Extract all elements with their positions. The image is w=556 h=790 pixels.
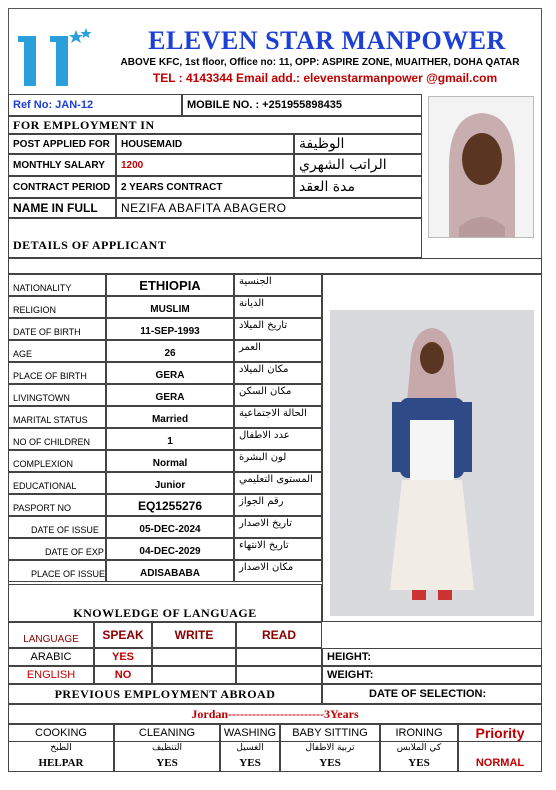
detail-arabic: المستوى التعليمي <box>234 472 322 494</box>
detail-label: DATE OF BIRTH <box>8 318 106 340</box>
detail-label: COMPLEXION <box>8 450 106 472</box>
employment-label: NAME IN FULL <box>8 198 116 218</box>
employment-value: NEZIFA ABAFITA ABAGERO <box>116 198 422 218</box>
detail-label: RELIGION <box>8 296 106 318</box>
lang-row-english: ENGLISH <box>8 666 94 684</box>
detail-arabic: مكان الاصدار <box>234 560 322 582</box>
employment-label: MONTHLY SALARY <box>8 154 116 176</box>
company-address: ABOVE KFC, 1st floor, Office no: 11, OPP: ASPIRE ZONE, MUAITHER, DOHA QATAR <box>120 57 520 68</box>
mobile-no: MOBILE NO. : +251955898435 <box>182 94 422 116</box>
skill-value: YES <box>220 754 280 772</box>
lang-arabic-write <box>152 648 236 666</box>
lang-header-language: LANGUAGE <box>8 622 94 648</box>
detail-value: MUSLIM <box>106 296 234 318</box>
detail-arabic: الديانة <box>234 296 322 318</box>
employment-arabic: مدة العقد <box>294 176 422 198</box>
detail-label: DATE OF EXP <box>8 538 106 560</box>
skill-value: HELPAR <box>8 754 114 772</box>
skill-arabic: الطبخ <box>8 742 114 754</box>
skill-header: COOKING <box>8 724 114 742</box>
skill-arabic: التنظيف <box>114 742 220 754</box>
logo-icon <box>14 24 94 88</box>
skill-arabic: الغسيل <box>220 742 280 754</box>
skill-header: IRONING <box>380 724 458 742</box>
detail-value: Normal <box>106 450 234 472</box>
detail-label: PASPORT NO <box>8 494 106 516</box>
company-name: ELEVEN STAR MANPOWER <box>148 26 506 55</box>
lang-row-arabic: ARABIC <box>8 648 94 666</box>
language-section-title: KNOWLEDGE OF LANGUAGE <box>73 606 257 620</box>
detail-arabic: الحالة الاجتماعية <box>234 406 322 428</box>
detail-arabic: رقم الجواز <box>234 494 322 516</box>
skill-header: BABY SITTING <box>280 724 380 742</box>
details-spacer <box>8 258 542 274</box>
detail-arabic: تاريخ الانتهاء <box>234 538 322 560</box>
details-section-title: DETAILS OF APPLICANT <box>8 218 422 258</box>
lang-arabic-speak: YES <box>94 648 152 666</box>
detail-label: NO OF CHILDREN <box>8 428 106 450</box>
skill-arabic: كي الملابس <box>380 742 458 754</box>
detail-arabic: لون البشرة <box>234 450 322 472</box>
detail-value: Junior <box>106 472 234 494</box>
detail-arabic: الجنسية <box>234 274 322 296</box>
employment-arabic: الوظيفة <box>294 134 422 154</box>
detail-label: NATIONALITY <box>8 274 106 296</box>
detail-value: ETHIOPIA <box>106 274 234 296</box>
skill-arabic: تربية الاطفال <box>280 742 380 754</box>
employment-arabic: الراتب الشهري <box>294 154 422 176</box>
skill-value: YES <box>280 754 380 772</box>
detail-value: 04-DEC-2029 <box>106 538 234 560</box>
lang-english-speak: NO <box>94 666 152 684</box>
employment-label: CONTRACT PERIOD <box>8 176 116 198</box>
employment-label: POST APPLIED FOR <box>8 134 116 154</box>
skill-value: YES <box>114 754 220 772</box>
employment-value: HOUSEMAID <box>116 134 294 154</box>
employment-section-title: FOR EMPLOYMENT IN <box>8 116 422 134</box>
detail-value: 11-SEP-1993 <box>106 318 234 340</box>
company-logo <box>14 24 94 88</box>
lang-header-write: WRITE <box>152 622 236 648</box>
detail-label: AGE <box>8 340 106 362</box>
lang-header-speak: SPEAK <box>94 622 152 648</box>
detail-value: GERA <box>106 362 234 384</box>
skill-value: YES <box>380 754 458 772</box>
detail-arabic: تاريخ الاصدار <box>234 516 322 538</box>
detail-label: MARITAL STATUS <box>8 406 106 428</box>
company-contact: TEL : 4143344 Email add.: elevenstarmanpower @gmail.com <box>152 71 498 85</box>
photo-frame <box>322 274 542 622</box>
previous-section-title: PREVIOUS EMPLOYMENT ABROAD <box>8 684 322 704</box>
skill-header: Priority <box>458 724 542 742</box>
detail-value: 26 <box>106 340 234 362</box>
lang-arabic-read <box>236 648 322 666</box>
detail-value: 05-DEC-2024 <box>106 516 234 538</box>
detail-arabic: مكان السكن <box>234 384 322 406</box>
weight-label: WEIGHT: <box>322 666 542 684</box>
detail-label: EDUCATIONAL <box>8 472 106 494</box>
employment-value: 1200 <box>116 154 294 176</box>
detail-value: EQ1255276 <box>106 494 234 516</box>
detail-arabic: عدد الاطفال <box>234 428 322 450</box>
detail-arabic: العمر <box>234 340 322 362</box>
skill-arabic-empty <box>458 742 542 754</box>
date-of-selection-label: DATE OF SELECTION: <box>322 684 542 704</box>
detail-label: LIVINGTOWN <box>8 384 106 406</box>
detail-label: DATE OF ISSUE <box>8 516 106 538</box>
skill-header: CLEANING <box>114 724 220 742</box>
detail-value: GERA <box>106 384 234 406</box>
detail-value: 1 <box>106 428 234 450</box>
ref-no: Ref No: JAN-12 <box>8 94 182 116</box>
detail-value: Married <box>106 406 234 428</box>
lang-header-read: READ <box>236 622 322 648</box>
applicant-photo-headshot <box>428 96 534 238</box>
detail-label: PLACE OF BIRTH <box>8 362 106 384</box>
lang-english-read <box>236 666 322 684</box>
detail-label: PLACE OF ISSUE <box>8 560 106 582</box>
lang-english-write <box>152 666 236 684</box>
detail-arabic: مكان الميلاد <box>234 362 322 384</box>
detail-value: ADISABABA <box>106 560 234 582</box>
skill-value: NORMAL <box>458 754 542 772</box>
height-label: HEIGHT: <box>322 648 542 666</box>
previous-employment-history: Jordan------------------------3Years <box>8 704 542 724</box>
employment-value: 2 YEARS CONTRACT <box>116 176 294 198</box>
skill-header: WASHING <box>220 724 280 742</box>
detail-arabic: تاريخ الميلاد <box>234 318 322 340</box>
